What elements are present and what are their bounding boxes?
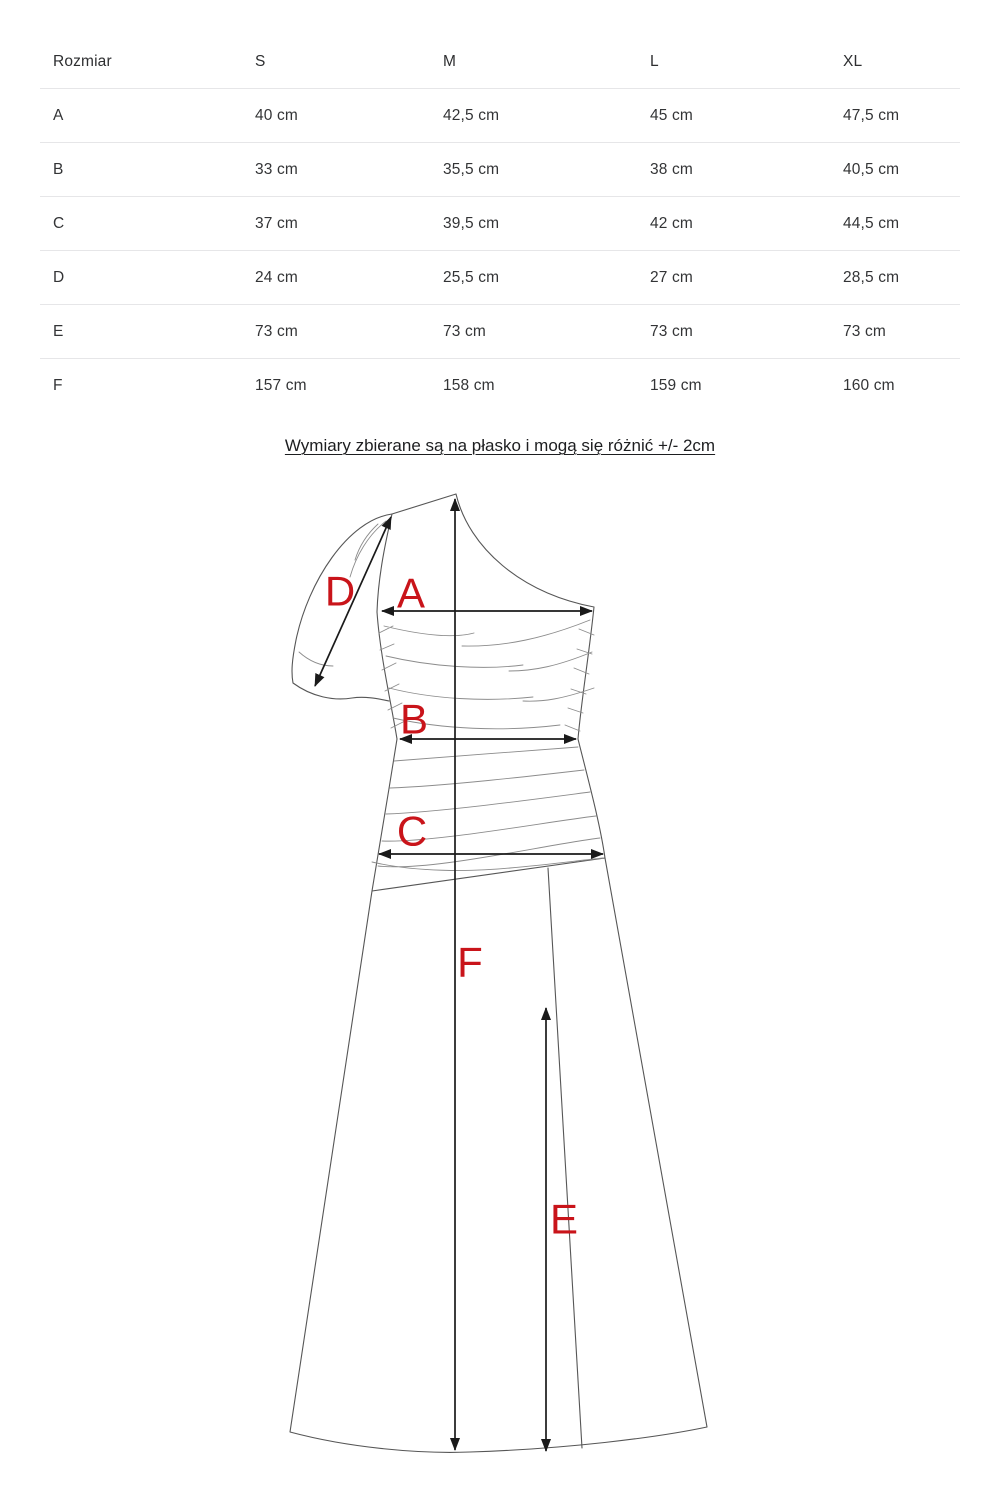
dress-outline [290, 494, 707, 1452]
measure-label-d: D [324, 567, 356, 615]
dress-slit-line [548, 868, 582, 1448]
size-value-cell: 157 cm [255, 376, 307, 394]
size-value-cell: 35,5 cm [443, 160, 500, 178]
size-value-cell: 40 cm [255, 106, 298, 124]
column-header-m: M [443, 52, 457, 70]
size-value-cell: 39,5 cm [443, 214, 500, 232]
row-label: B [53, 160, 64, 178]
size-value-cell: 45 cm [650, 106, 693, 124]
measure-label-a: A [396, 569, 426, 617]
size-value-cell: 28,5 cm [843, 268, 900, 286]
row-label: E [53, 322, 64, 340]
size-value-cell: 47,5 cm [843, 106, 900, 124]
size-value-cell: 73 cm [255, 322, 298, 340]
size-value-cell: 73 cm [443, 322, 486, 340]
size-value-cell: 25,5 cm [443, 268, 500, 286]
row-label: F [53, 376, 63, 394]
column-header-xl: XL [843, 52, 863, 70]
size-value-cell: 24 cm [255, 268, 298, 286]
size-value-cell: 44,5 cm [843, 214, 900, 232]
dress-skirt-outline [290, 739, 707, 1452]
size-value-cell: 33 cm [255, 160, 298, 178]
dress-wrap-edge [372, 858, 605, 891]
size-value-cell: 160 cm [843, 376, 895, 394]
row-label: C [53, 214, 65, 232]
row-label: D [53, 268, 65, 286]
size-value-cell: 73 cm [650, 322, 693, 340]
size-value-cell: 158 cm [443, 376, 495, 394]
measure-label-c: C [396, 807, 428, 855]
column-header-s: S [255, 52, 266, 70]
size-value-cell: 73 cm [843, 322, 886, 340]
measure-label-e: E [549, 1195, 579, 1243]
size-value-cell: 27 cm [650, 268, 693, 286]
measure-label-b: B [399, 695, 429, 743]
size-value-cell: 159 cm [650, 376, 702, 394]
size-value-cell: 37 cm [255, 214, 298, 232]
measure-labels [325, 568, 578, 1243]
size-value-cell: 38 cm [650, 160, 693, 178]
size-value-cell: 42,5 cm [443, 106, 500, 124]
size-value-cell: 42 cm [650, 214, 693, 232]
measure-label-f: F [457, 938, 483, 986]
column-header-rozmiar: Rozmiar [53, 52, 112, 70]
measurement-note-text: Wymiary zbierane są na płasko i mogą się różnić +/- 2cm [284, 436, 716, 455]
size-value-cell: 40,5 cm [843, 160, 900, 178]
row-label: A [53, 106, 64, 124]
column-header-l: L [650, 52, 659, 70]
